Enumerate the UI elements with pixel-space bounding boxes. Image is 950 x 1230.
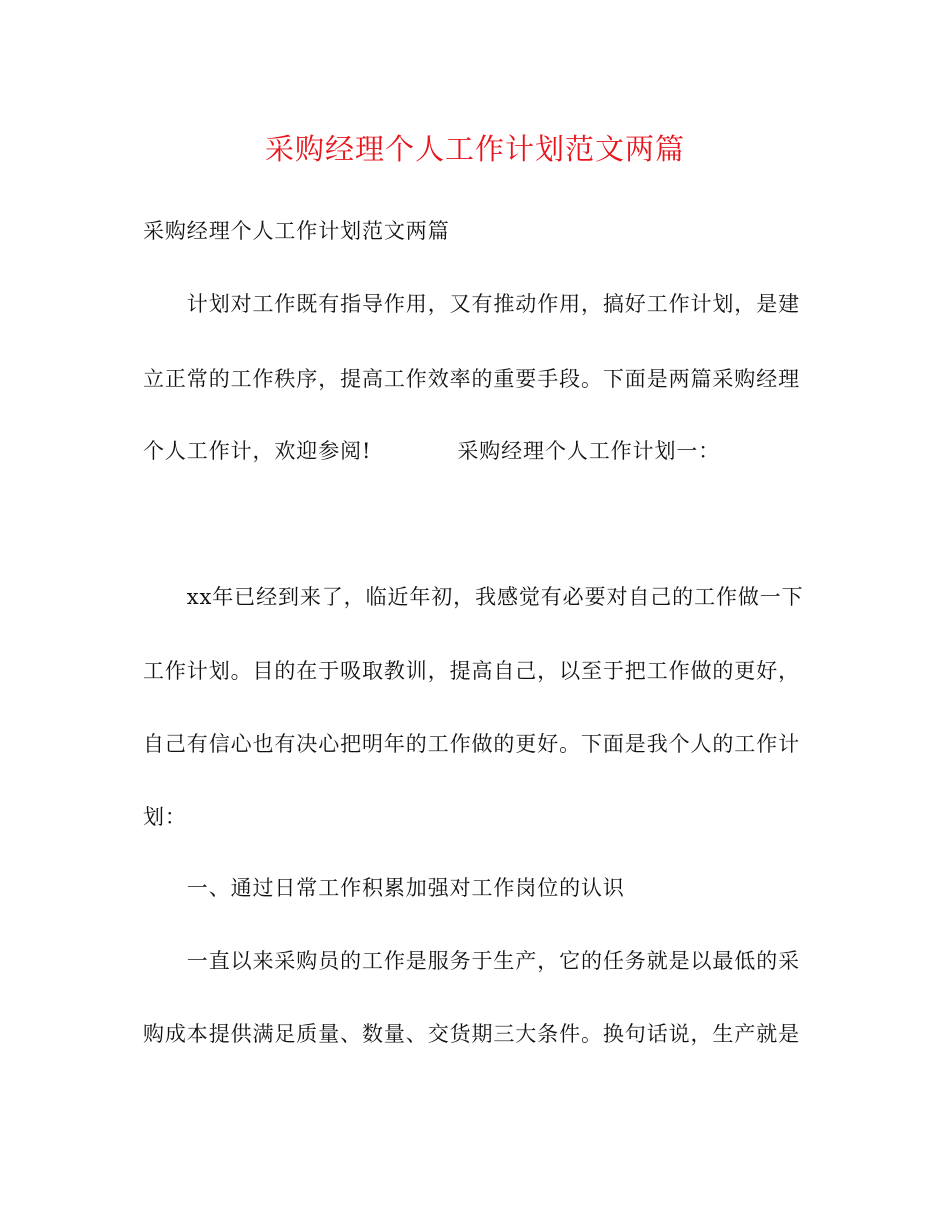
document-title: 采购经理个人工作计划范文两篇 [264,132,685,166]
section-heading: 采购经理个人工作计划一： [457,439,721,463]
paragraph-line: 立正常的工作秩序，提高工作效率的重要手段。下面是两篇采购经理 [143,367,800,391]
paragraph-line-combined [143,436,720,466]
paragraph-text: 个人工作计，欢迎参阅! [143,439,372,463]
document-subtitle: 采购经理个人工作计划范文两篇 [143,219,450,243]
paragraph-line: 划： [143,805,187,829]
paragraph-line: xx年已经到来了，临近年初，我感觉有必要对自己的工作做一下 [143,585,804,609]
paragraph-line: 一直以来采购员的工作是服务于生产，它的任务就是以最低的采 [143,949,800,973]
paragraph-line: 购成本提供满足质量、数量、交货期三大条件。换句话说，生产就是 [143,1022,800,1046]
paragraph-line: 计划对工作既有指导作用，又有推动作用，搞好工作计划，是建 [143,292,800,316]
section-heading: 一、通过日常工作积累加强对工作岗位的认识 [143,876,625,900]
paragraph-line: 工作计划。目的在于吸取教训，提高自己，以至于把工作做的更好， [143,659,800,683]
paragraph-line: 自己有信心也有决心把明年的工作做的更好。下面是我个人的工作计 [143,732,800,756]
